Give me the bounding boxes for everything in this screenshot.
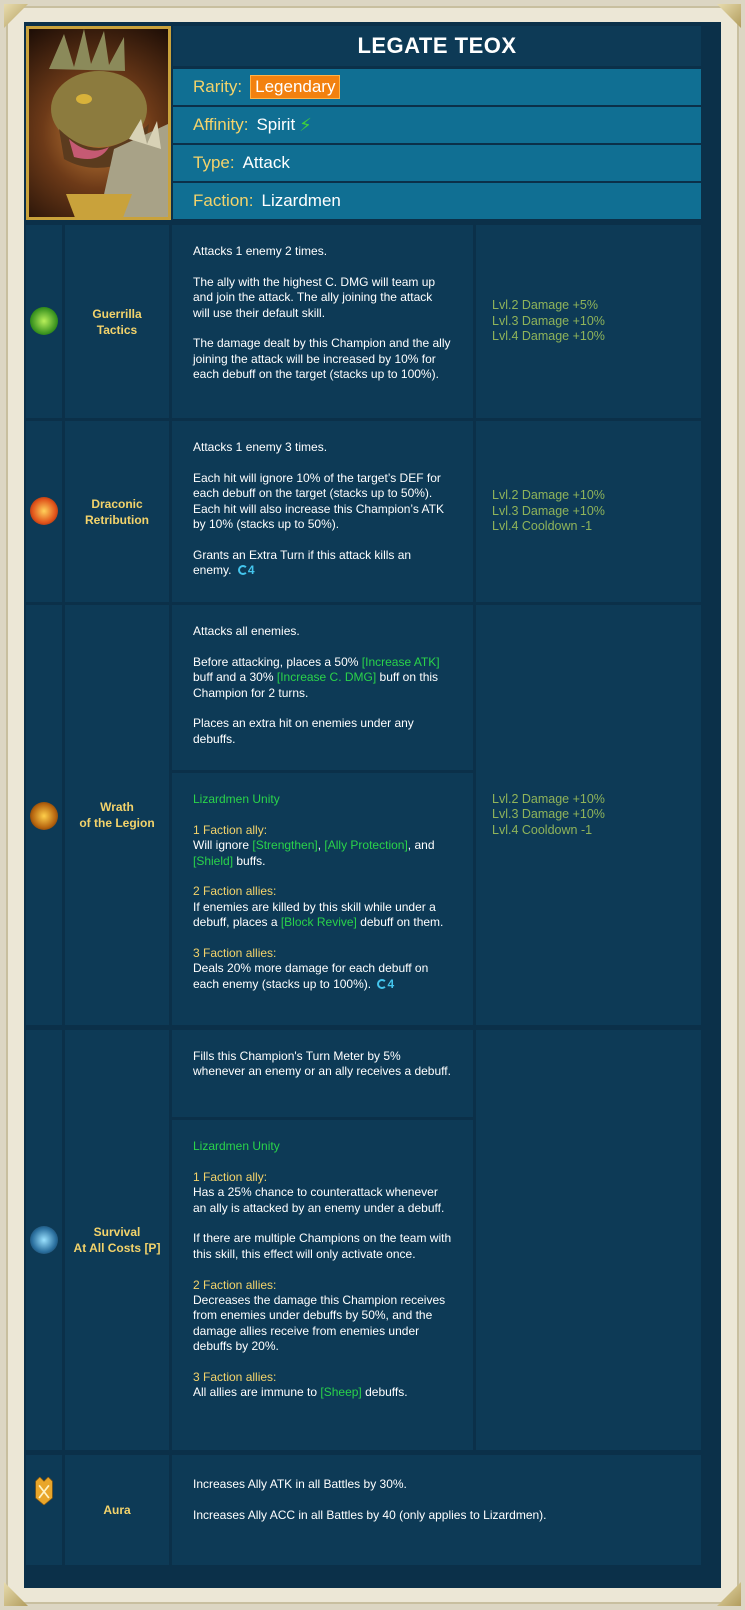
- cooldown-icon: [377, 979, 387, 989]
- skill-text: Places an extra hit on enemies under any debuffs.: [193, 716, 414, 746]
- rarity-row: [173, 69, 701, 105]
- skill-book-upgrades: [476, 421, 701, 602]
- skill-text: If there are multiple Champions on the team with this skill, this effect will only activate once.: [193, 1231, 452, 1261]
- lizard-portrait-icon: [29, 29, 168, 217]
- faction-tier-title: 1 Faction ally:: [193, 1169, 268, 1184]
- affinity-row: [173, 107, 701, 143]
- skill-book-upgrades: [476, 1030, 701, 1450]
- skill-text: Will ignore: [193, 838, 253, 853]
- skill-name-cell: [65, 605, 169, 1025]
- skill-text: Attacks 1 enemy 2 times.: [193, 244, 328, 258]
- buff-keyword[interactable]: [Increase C. DMG]: [276, 670, 377, 685]
- affinity-label: Affinity:: [193, 115, 249, 134]
- skill-text: debuff on them.: [356, 915, 444, 930]
- skill-name-cell: [65, 1455, 169, 1565]
- skill-text: ,: [317, 838, 325, 853]
- draconic-retribution-icon[interactable]: [30, 497, 58, 525]
- type-label: Type:: [193, 153, 235, 172]
- cooldown-icon: [238, 565, 248, 575]
- champion-name: LEGATE TEOX: [173, 26, 701, 66]
- skill-text: Before attacking, places a 50%: [193, 654, 362, 669]
- skill-name-cell: [65, 1030, 169, 1450]
- rarity-value: Legendary: [250, 75, 340, 99]
- skill-icon-cell: [26, 1455, 62, 1565]
- skill-text: Decreases the damage this Champion receives from enemies under debuffs by 50%, and the damage allies receive from enemies under debuffs by 20%.: [193, 1293, 446, 1354]
- skill-text: Fills this Champion's Turn Meter by 5% whenever an enemy or an ally receives a debuff.: [193, 1049, 451, 1079]
- faction-label: Faction:: [193, 191, 254, 210]
- faction-tier-title: 3 Faction allies:: [193, 946, 277, 961]
- champion-portrait: [26, 26, 171, 220]
- skill-text: debuffs.: [361, 1385, 408, 1400]
- skill-description: [172, 1030, 473, 1117]
- faction-tier-title: 2 Faction allies:: [193, 884, 277, 899]
- skill-text: Attacks 1 enemy 3 times.: [193, 440, 328, 454]
- faction-row: [173, 183, 701, 219]
- faction-tier-title: 2 Faction allies:: [193, 1277, 277, 1292]
- affinity-value: Spirit: [256, 115, 296, 134]
- aura-description: [172, 1455, 701, 1565]
- skill-text: buff on this Champion for 2 turns.: [193, 670, 439, 700]
- skill-name-cell: [65, 225, 169, 418]
- guerrilla-tactics-icon[interactable]: [30, 307, 58, 335]
- spirit-affinity-icon: ⚡: [299, 114, 312, 135]
- skill-description: [172, 225, 473, 418]
- rarity-label: Rarity:: [193, 77, 243, 96]
- skill-icon-cell: [26, 605, 62, 1025]
- cooldown-value: 4: [387, 976, 395, 991]
- skill-name: Wrath of the Legion: [79, 800, 155, 830]
- skill-text: The ally with the highest C. DMG will team up and join the attack. The ally joining the attack will use their default skill.: [193, 274, 436, 320]
- skill-text: Grants an Extra Turn if this attack kills an enemy.: [193, 547, 412, 578]
- cooldown-value: 4: [247, 563, 255, 578]
- skill-name: Draconic Retribution: [85, 496, 149, 527]
- aura-text: Increases Ally ATK in all Battles by 30%.: [193, 1477, 407, 1491]
- type-value: Attack: [242, 153, 290, 172]
- skill-book-upgrades: [476, 605, 701, 1025]
- book-upgrade-list: Lvl.2 Damage +5% Lvl.3 Damage +10% Lvl.4 Damage +10%: [492, 298, 605, 344]
- buff-keyword[interactable]: [Shield]: [193, 853, 234, 868]
- faction-tier: [193, 1170, 452, 1216]
- skill-text: All allies are immune to: [193, 1385, 321, 1400]
- skill-text: buff and a 30%: [193, 670, 277, 685]
- book-upgrade-list: Lvl.2 Damage +10% Lvl.3 Damage +10% Lvl.4 Cooldown -1: [492, 488, 605, 534]
- faction-unity-title: Lizardmen Unity: [193, 792, 280, 806]
- faction-unity-description: [172, 773, 473, 1025]
- wrath-of-the-legion-icon[interactable]: [30, 802, 58, 830]
- skill-text: , and: [407, 838, 435, 853]
- debuff-keyword[interactable]: [Block Revive]: [280, 915, 357, 930]
- faction-tier: [193, 946, 452, 992]
- skill-icon-cell: [26, 225, 62, 418]
- skill-text: Each hit will ignore 10% of the target’s DEF for each debuff on the target (stacks up to 50%). Each hit will also increase this Champion’s ATK by 10% (stacks up to 50%).: [193, 470, 445, 532]
- faction-tier-title: 1 Faction ally:: [193, 822, 268, 837]
- skill-text: Has a 25% chance to counterattack whenever an ally is attacked by an enemy under a debuff.: [193, 1185, 445, 1215]
- buff-keyword[interactable]: [Ally Protection]: [324, 838, 408, 853]
- buff-keyword[interactable]: [Increase ATK]: [361, 654, 440, 669]
- skill-text: The damage dealt by this Champion and the ally joining the attack will be increased by 10% for each debuff on the target (stacks up to 100%).: [193, 336, 451, 382]
- skill-text: [193, 548, 452, 579]
- debuff-keyword[interactable]: [Sheep]: [320, 1385, 362, 1400]
- skill-name: Survival At All Costs [P]: [73, 1225, 161, 1255]
- skill-icon-cell: [26, 1030, 62, 1450]
- buff-keyword[interactable]: [Strengthen]: [252, 838, 318, 853]
- skill-text: Attacks all enemies.: [193, 624, 300, 638]
- skill-description: [172, 421, 473, 602]
- faction-value: Lizardmen: [261, 191, 341, 210]
- survival-at-all-costs-icon[interactable]: [30, 1226, 58, 1254]
- skill-text: If enemies are killed by this skill while under a debuff, places a: [193, 899, 436, 930]
- skill-name-cell: [65, 421, 169, 602]
- skill-icon-cell: [26, 421, 62, 602]
- faction-tier-title: 3 Faction allies:: [193, 1370, 277, 1385]
- aura-icon[interactable]: [30, 1477, 58, 1505]
- skill-name: Guerrilla Tactics: [92, 306, 142, 337]
- book-upgrade-list: Lvl.2 Damage +10% Lvl.3 Damage +10% Lvl.4 Cooldown -1: [492, 791, 605, 837]
- skill-description: [172, 605, 473, 770]
- type-row: [173, 145, 701, 181]
- faction-unity-title: Lizardmen Unity: [193, 1139, 280, 1153]
- faction-tier: [193, 884, 452, 930]
- faction-tier: [193, 1370, 452, 1401]
- faction-tier: [193, 1278, 452, 1355]
- aura-name: Aura: [103, 1503, 131, 1517]
- skill-text: Deals 20% more damage for each debuff on each enemy (stacks up to 100%).: [193, 961, 429, 991]
- skill-text: buffs.: [233, 853, 266, 868]
- portrait-rank-badge: [66, 194, 132, 220]
- aura-text: Increases Ally ACC in all Battles by 40 (only applies to Lizardmen).: [193, 1507, 547, 1522]
- skill-book-upgrades: [476, 225, 701, 418]
- faction-tier: [193, 823, 452, 869]
- faction-unity-description: [172, 1120, 473, 1450]
- skill-text: [193, 655, 452, 701]
